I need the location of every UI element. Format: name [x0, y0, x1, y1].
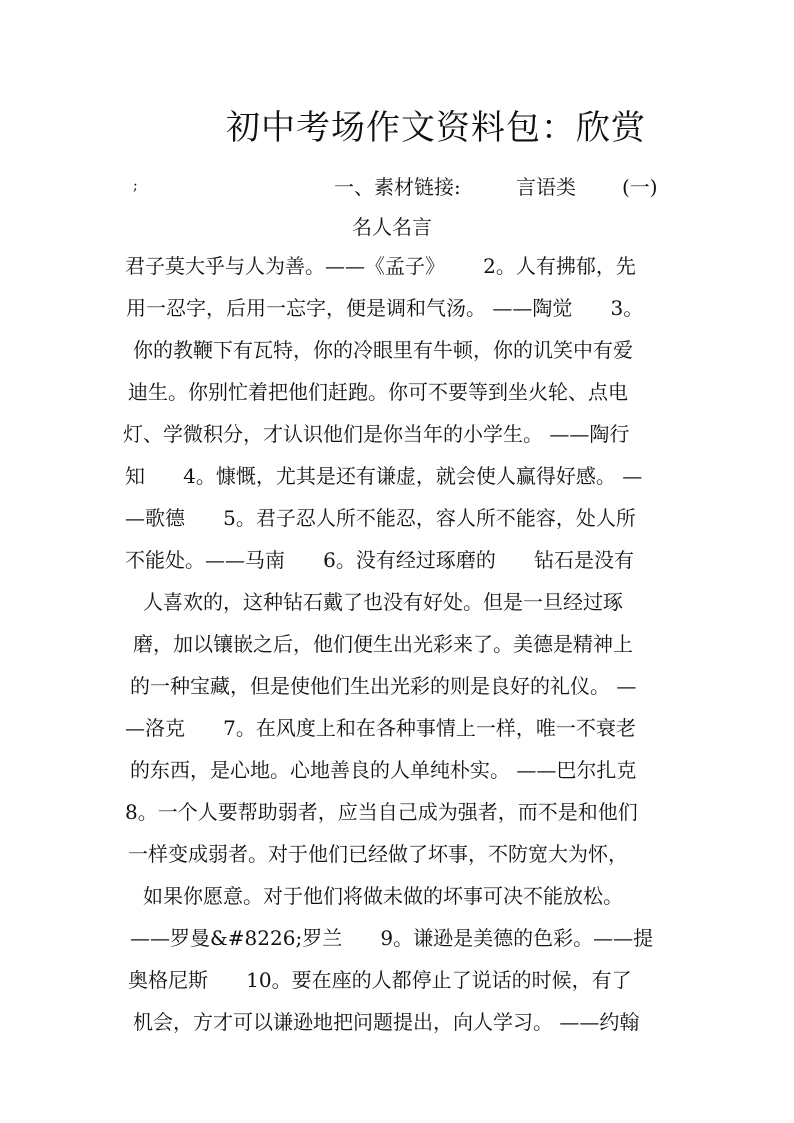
section-heading-part3: (一)	[622, 175, 658, 199]
body-line-6: 知 4。慷慨，尤其是还有谦虚，就会使人赢得好感。 —	[125, 464, 643, 488]
body-line-10: 磨，加以镶嵌之后，他们便生出光彩来了。美德是精神上	[133, 632, 633, 656]
body-line-3: 你的教鞭下有瓦特，你的冷眼里有牛顿，你的讥笑中有爱	[133, 338, 633, 362]
body-line-9: 人喜欢的，这种钻石戴了也没有好处。但是一旦经过琢	[143, 590, 623, 614]
section-heading-part2: 言语类	[516, 175, 576, 199]
section-marker: ;	[133, 178, 138, 194]
body-line-13: 的东西，是心地。心地善良的人单纯朴实。 ——巴尔扎克	[130, 758, 637, 782]
document-title: 初中考场作文资料包：欣赏	[226, 108, 646, 148]
body-line-5: 灯、学微积分，才认识他们是你当年的小学生。 ——陶行	[123, 422, 630, 446]
body-line-15: 一样变成弱者。对于他们已经做了坏事，不防宽大为怀，	[128, 842, 628, 866]
body-line-4: 迪生。你别忙着把他们赶跑。你可不要等到坐火轮、点电	[128, 380, 628, 404]
subtitle: 名人名言	[352, 215, 432, 239]
body-line-12: —洛克 7。在风度上和在各种事情上一样，唯一不衰老	[125, 716, 636, 740]
body-line-16: 如果你愿意。对于他们将做未做的坏事可决不能放松。	[143, 884, 623, 908]
body-line-18: 奥格尼斯 10。要在座的人都停止了说话的时候，有了	[128, 968, 632, 992]
body-line-7: —歌德 5。君子忍人所不能忍，容人所不能容，处人所	[125, 506, 636, 530]
body-line-11: 的一种宝藏，但是使他们生出光彩的则是良好的礼仪。 —	[130, 674, 637, 698]
body-line-2: 用一忍字，后用一忘字，便是调和气汤。 ——陶觉 3。	[126, 296, 644, 320]
section-heading-part1: 一、素材链接:	[334, 175, 461, 199]
body-line-14: 8。一个人要帮助弱者，应当自己成为强者，而不是和他们	[125, 800, 638, 824]
body-line-19: 机会，方才可以谦逊地把问题提出，向人学习。 ——约翰	[133, 1010, 640, 1034]
body-line-1: 君子莫大乎与人为善。——《孟子》 2。人有拂郁，先	[125, 254, 636, 278]
body-line-8: 不能处。——马南 6。没有经过琢磨的 钻石是没有	[125, 548, 635, 572]
body-line-17: ——罗曼&#8226;罗兰 9。谦逊是美德的色彩。——提	[130, 926, 654, 950]
